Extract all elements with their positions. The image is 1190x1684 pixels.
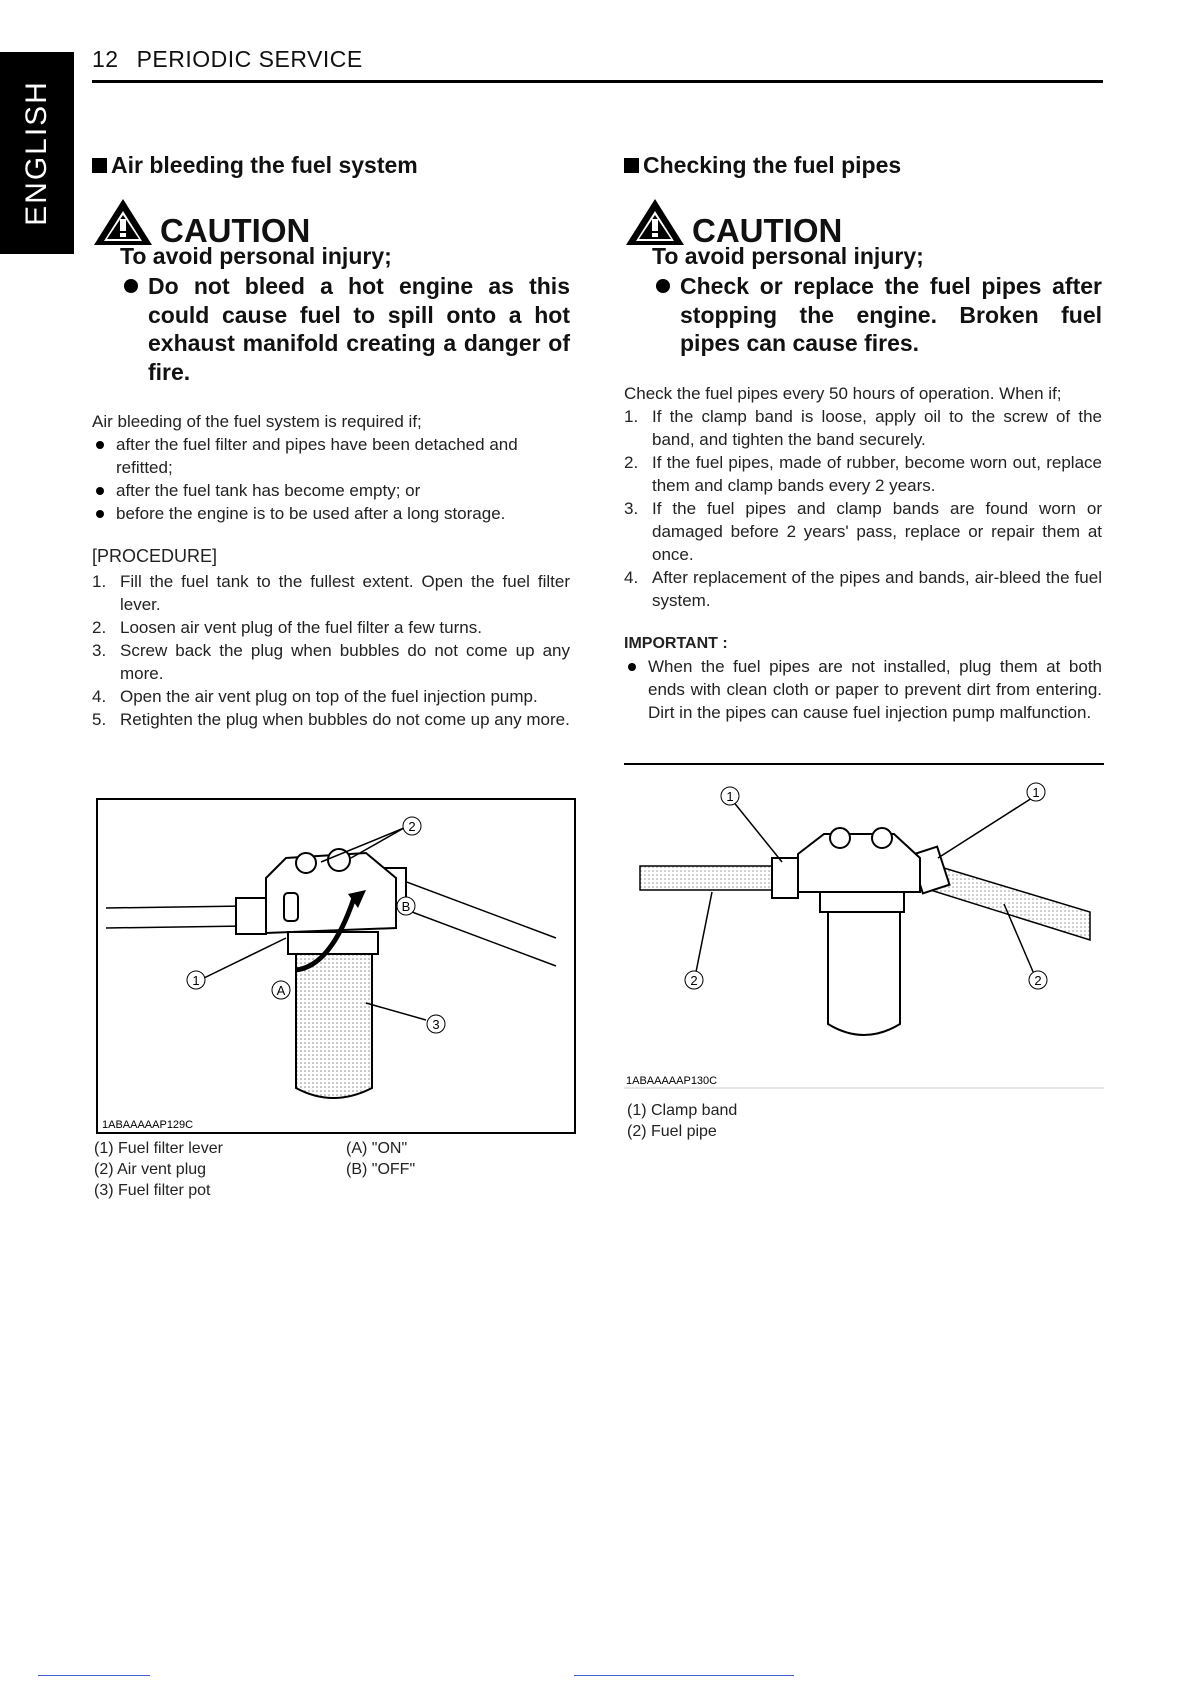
caption-line: (3) Fuel filter pot [94,1182,211,1199]
square-bullet-icon [92,158,107,173]
language-tab-label: ENGLISH [20,80,53,226]
svg-text:3: 3 [432,1017,440,1032]
svg-text:B: B [401,899,411,914]
warning-triangle-icon [624,197,686,247]
section-heading: Checking the fuel pipes [624,152,1102,179]
caution-label: CAUTION [692,212,843,249]
section-heading: Air bleeding the fuel system [92,152,570,179]
callout-a [272,981,290,999]
intro-text: Check the fuel pipes every 50 hours of operation. When if; [624,383,1062,403]
bullet-list [92,433,570,525]
warning-triangle-icon [92,197,154,247]
avoid-injury-text: To avoid personal injury; [652,243,924,269]
caption-line: (B) "OFF" [346,1161,416,1178]
caution-banner [92,199,570,247]
left-body [92,410,570,731]
bullet-icon [96,487,104,495]
caption-line: (A) "ON" [346,1140,408,1157]
list-item: 2. Loosen air vent plug of the fuel filter a few turns. [92,618,482,637]
callout-1 [721,787,739,805]
list-item: 1. If the clamp band is loose, apply oil to the screw of the band, and tighten the band securely. [624,406,1102,449]
caption-line: (2) Fuel pipe [627,1123,717,1140]
svg-text:1: 1 [1032,785,1040,800]
figure-captions [627,1100,737,1142]
section-title: PERIODIC SERVICE [136,46,363,72]
callout-2 [1029,971,1047,989]
page-header [92,46,363,73]
svg-text:1: 1 [726,789,734,804]
svg-text:2: 2 [408,819,416,834]
list-item: after the fuel filter and pipes have been detached and refitted; [92,433,570,479]
header-rule [92,80,1103,83]
footer-line [574,1675,794,1676]
left-column [92,152,570,731]
caution-warning: Check or replace the fuel pipes after stopping the engine. Broken fuel pipes can cause fires. [652,272,1102,358]
svg-text:2: 2 [1034,973,1042,988]
figure-captions [94,1138,223,1201]
avoid-injury-text: To avoid personal injury; [120,243,392,269]
important-title: IMPORTANT : [624,634,728,652]
footer-line [38,1675,150,1676]
procedure-steps [92,570,570,731]
caption-line: (1) Fuel filter lever [94,1140,223,1157]
caution-label: CAUTION [160,212,311,249]
callout-2 [685,971,703,989]
bullet-icon [628,663,636,671]
svg-text:A: A [276,983,286,998]
right-body [624,382,1102,724]
bullet-icon [656,279,670,293]
list-item: 4. After replacement of the pipes and bands, air-bleed the fuel system. [624,567,1102,610]
caution-warning: Do not bleed a hot engine as this could cause fuel to spill onto a hot exhaust manifold creating a danger of fire. [120,272,570,386]
callout-1 [187,971,205,989]
caution-banner [624,199,1102,247]
square-bullet-icon [624,158,639,173]
list-item: When the fuel pipes are not installed, plug them at both ends with clean cloth or paper to prevent dirt from entering. Dirt in the pipes can cause fuel injection pump malfunction. [624,655,1102,724]
callout-3 [427,1015,445,1033]
bullet-icon [96,510,104,518]
page-number: 12 [92,46,119,72]
caption-line: (1) Clamp band [627,1102,738,1119]
svg-text:1: 1 [192,973,200,988]
language-tab [0,52,74,254]
fuel-pipes-figure [624,762,1104,1090]
figure-code: 1ABAAAAAP130C [626,1075,718,1087]
callout-1 [1027,783,1045,801]
list-item: after the fuel tank has become empty; or [92,479,570,502]
important-list [624,655,1102,724]
list-item: 3. Screw back the plug when bubbles do not come up any more. [92,641,570,683]
figure-code: 1ABAAAAAP129C [102,1119,194,1131]
list-item: before the engine is to be used after a long storage. [92,502,570,525]
list-item: 4. Open the air vent plug on top of the fuel injection pump. [92,687,538,706]
callout-2 [403,817,421,835]
figure-captions-ab [346,1138,415,1180]
fuel-filter-figure [96,798,576,1134]
list-item: 2. If the fuel pipes, made of rubber, become worn out, replace them and clamp bands every 2 years. [624,452,1102,495]
list-item: 5. Retighten the plug when bubbles do not come up any more. [92,710,570,729]
intro-text: Air bleeding of the fuel system is required if; [92,412,422,431]
svg-text:2: 2 [690,973,698,988]
check-steps [624,405,1102,612]
bullet-icon [96,441,104,449]
callout-b [397,897,415,915]
caption-line: (2) Air vent plug [94,1161,207,1178]
right-column [624,152,1102,724]
list-item: 3. If the fuel pipes and clamp bands are found worn or damaged before 2 years' pass, replace or repair them at once. [624,498,1102,564]
list-item: 1. Fill the fuel tank to the fullest extent. Open the fuel filter lever. [92,572,570,614]
bullet-icon [124,279,138,293]
procedure-title: [PROCEDURE] [92,546,218,566]
